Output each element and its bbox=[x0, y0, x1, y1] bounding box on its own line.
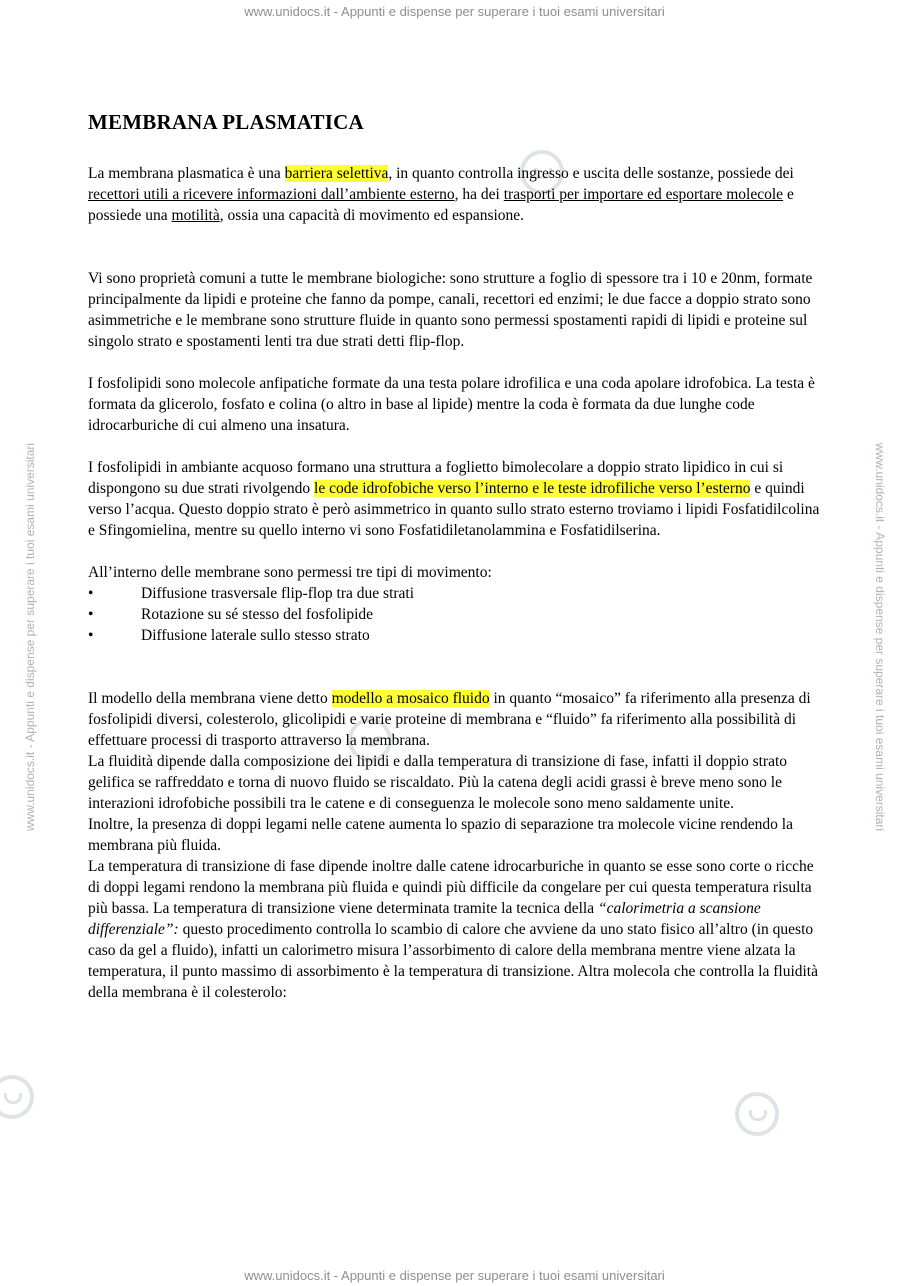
highlight: modello a mosaico fluido bbox=[331, 690, 490, 707]
underlined-text: trasporti per importare ed esportare molecole bbox=[503, 186, 784, 203]
unidocs-logo-icon bbox=[0, 1075, 34, 1119]
text: , ossia una capacità di movimento ed espansione. bbox=[219, 207, 525, 224]
bullet: • bbox=[88, 585, 94, 602]
bullet: • bbox=[88, 606, 94, 623]
text: I fosfolipidi in ambiante acquoso formano una struttura a foglietto bimolecolare a doppio strato lipidico in cui si dispongono su due strati rivolgendo bbox=[88, 459, 784, 497]
list-item bbox=[88, 604, 828, 625]
italic-text: “calorimetria a scansione differenziale”: bbox=[88, 900, 761, 938]
paragraph-phospholipids: I fosfolipidi sono molecole anfipatiche formate da una testa polare idrofilica e una coda apolare idrofobica. La testa è formata da glicerolo, fosfato e colina (o altro in base al lipide) mentre la coda è formata da due lunghe code idrocarburiche di cui almeno una insatura. bbox=[88, 375, 815, 434]
paragraph-movements-intro: All’interno delle membrane sono permessi tre tipi di movimento: bbox=[88, 564, 492, 581]
list-item-text: Rotazione su sé stesso del fosfolipide bbox=[141, 606, 374, 623]
text: e possiede una bbox=[88, 186, 794, 224]
text: e quindi verso l’acqua. Questo doppio strato è però asimmetrico in quanto sullo strato esterno troviamo i lipidi Fosfatidilcolina e Sfingomielina, mentre su quello interno vi sono Fosfatidiletanolammina e Fosfatidilserina. bbox=[88, 480, 820, 539]
fluidity-text: La fluidità dipende dalla composizione dei lipidi e dalla temperatura di transizione di fase, infatti il doppio strato gelifica se raffreddato e torna di nuovo fluido se riscaldato. Più la catena degli acidi grassi è breve meno sono le interazioni idrofobiche possibili tra le catene e di conseguenza le molecole sono meno saldamente unite. bbox=[88, 753, 788, 812]
text: , in quanto controlla ingresso e uscita delle sostanze, possiede dei bbox=[388, 165, 794, 182]
text: , ha dei bbox=[454, 186, 504, 203]
watermark-bottom: www.unidocs.it - Appunti e dispense per superare i tuoi esami universitari bbox=[244, 1268, 665, 1283]
paragraph-bilayer bbox=[88, 457, 828, 541]
text: in quanto “mosaico” fa riferimento alla presenza di fosfolipidi diversi, colesterolo, glicolipidi e varie proteine di membrana e “fluido” fa riferimento alla possibilità di effettuare processi di trasporto attraverso la membrana. bbox=[88, 690, 811, 749]
page-title: MEMBRANA PLASMATICA bbox=[88, 110, 364, 134]
list-item bbox=[88, 625, 828, 646]
text: questo procedimento controlla lo scambio di calore che avviene da uno stato fisico all’altro (in questo caso da gel a fluido), infatti un calorimetro misura l’assorbimento di calore della membrana mentre viene alzata la temperatura, il punto massimo di assorbimento è la temperatura di transizione. Altra molecola che controlla la fluidità della membrana è il colesterolo: bbox=[88, 921, 818, 1001]
list-item-text: Diffusione trasversale flip-flop tra due strati bbox=[141, 585, 415, 602]
text: Il modello della membrana viene detto bbox=[88, 690, 332, 707]
mosaic-line bbox=[88, 688, 828, 751]
paragraph-intro bbox=[88, 163, 828, 226]
highlight: le code idrofobiche verso l’interno e le teste idrofiliche verso l’esterno bbox=[314, 480, 751, 497]
watermark-right: www.unidocs.it - Appunti e dispense per superare i tuoi esami universitari bbox=[873, 442, 887, 832]
watermark-top: www.unidocs.it - Appunti e dispense per superare i tuoi esami universitari bbox=[244, 4, 665, 19]
list-item bbox=[88, 583, 828, 604]
text: La membrana plasmatica è una bbox=[88, 165, 285, 182]
paragraph-properties: Vi sono proprietà comuni a tutte le membrane biologiche: sono strutture a foglio di spessore tra i 10 e 20nm, formate principalmente da lipidi e proteine che fanno da pompe, canali, recettori ed enzimi; le due facce a doppio strato sono asimmetriche e le membrane sono strutture fluide in quanto sono permessi spostamenti rapidi di lipidi e proteine sul singolo strato e spostamenti lenti tra due strati detti flip-flop. bbox=[88, 270, 813, 350]
double-bonds-text: Inoltre, la presenza di doppi legami nelle catene aumenta lo spazio di separazione tra molecole vicine rendendo la membrana più fluida. bbox=[88, 816, 793, 854]
paragraph-mosaic-model bbox=[88, 688, 828, 1003]
watermark-left: www.unidocs.it - Appunti e dispense per superare i tuoi esami universitari bbox=[23, 442, 37, 832]
underlined-text: recettori utili a ricevere informazioni dall’ambiente esterno bbox=[88, 186, 455, 203]
text: La temperatura di transizione di fase dipende inoltre dalle catene idrocarburiche in quanto se esse sono corte o ricche di doppi legami rendono la membrana più fluida e quindi più difficile da congelare per cui questa temperatura risulta più bassa. La temperatura di transizione viene determinata tramite la tecnica della bbox=[88, 858, 814, 917]
highlight: barriera selettiva bbox=[284, 165, 389, 182]
transition-text bbox=[88, 856, 828, 1003]
unidocs-logo-icon bbox=[735, 1092, 779, 1136]
bullet: • bbox=[88, 627, 94, 644]
document-body bbox=[88, 112, 828, 1003]
movement-list bbox=[88, 583, 828, 646]
list-item-text: Diffusione laterale sullo stesso strato bbox=[141, 627, 370, 644]
underlined-text: motilità bbox=[171, 207, 220, 224]
